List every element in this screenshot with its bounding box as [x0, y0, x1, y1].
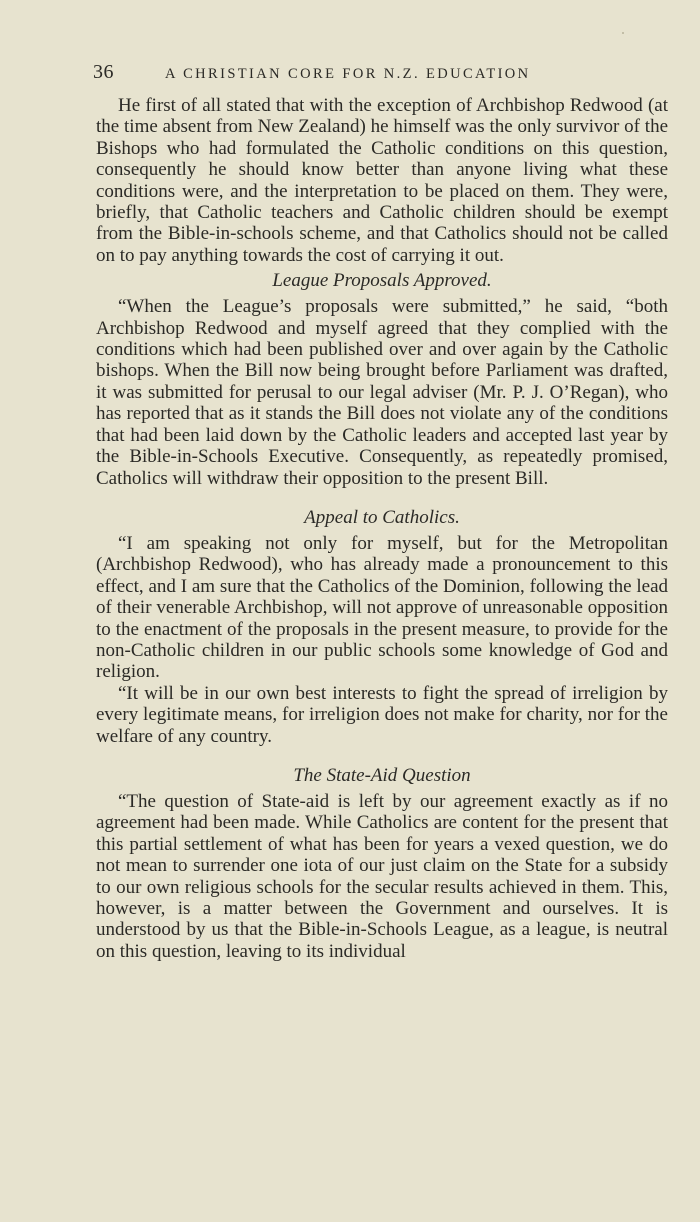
paragraph: “It will be in our own best interests to fight the spread of irreligion by every legitimate means, for irreligion does not make for charity, nor for the welfare of any country.: [96, 682, 668, 747]
paragraph: He first of all stated that with the exception of Archbishop Redwood (at the time absent from New Zealand) he himself was the only survivor of the Bishops who had formulated the Catholic conditions on this question, consequently he should know better than anyone living what these conditions were, and the interpretation to be placed on them. They were, briefly, that Catholic teachers and Catholic children should be exempt from the Bible-in-schools scheme, and that Catholics should not be called on to pay anything towards the cost of carrying it out.: [96, 95, 668, 266]
paragraph: “The question of State-aid is left by our agreement exactly as if no agreement had been made. While Catholics are content for the present that this partial settlement of what has been for years a vexed question, we do not mean to surrender one iota of our just claim on the State for a subsidy to our own religious schools for the secular results achieved in them. This, however, is a matter between the Government and ourselves. It is understood by us that the Bible-in-Schools League, as a league, is neutral on this question, leaving to its individual: [96, 790, 668, 962]
section-heading: The State-Aid Question: [293, 764, 471, 786]
running-header: [93, 61, 673, 87]
section-heading: Appeal to Catholics.: [304, 506, 460, 528]
page-number: 36: [93, 61, 114, 83]
section-heading: League Proposals Approved.: [272, 270, 492, 292]
body-text: [96, 95, 668, 962]
paper-speck: [622, 32, 624, 34]
paragraph: “I am speaking not only for myself, but for the Metropolitan (Archbishop Redwood), who has already made a pronouncement to this effect, and I am sure that the Catholics of the Dominion, following the lead of their venerable Archbishop, will not approve of unreasonable opposition to the enactment of the proposals in the present measure, to provide for the non-Catholic children in our public schools some knowledge of God and religion.: [96, 532, 668, 683]
paragraph: “When the League’s proposals were submitted,” he said, “both Archbishop Redwood and myself agreed that they complied with the conditions which had been published over and over again by the Catholic bishops. When the Bill now being brought before Parliament was drafted, it was submitted for perusal to our legal adviser (Mr. P. J. O’Regan), who has reported that as it stands the Bill does not violate any of the conditions that had been laid down by the Catholic leaders and accepted last year by the Bible-in-Schools Executive. Consequently, as repeatedly promised, Catholics will withdraw their opposition to the present Bill.: [96, 296, 668, 489]
running-title: A CHRISTIAN CORE FOR N.Z. EDUCATION: [165, 66, 531, 82]
